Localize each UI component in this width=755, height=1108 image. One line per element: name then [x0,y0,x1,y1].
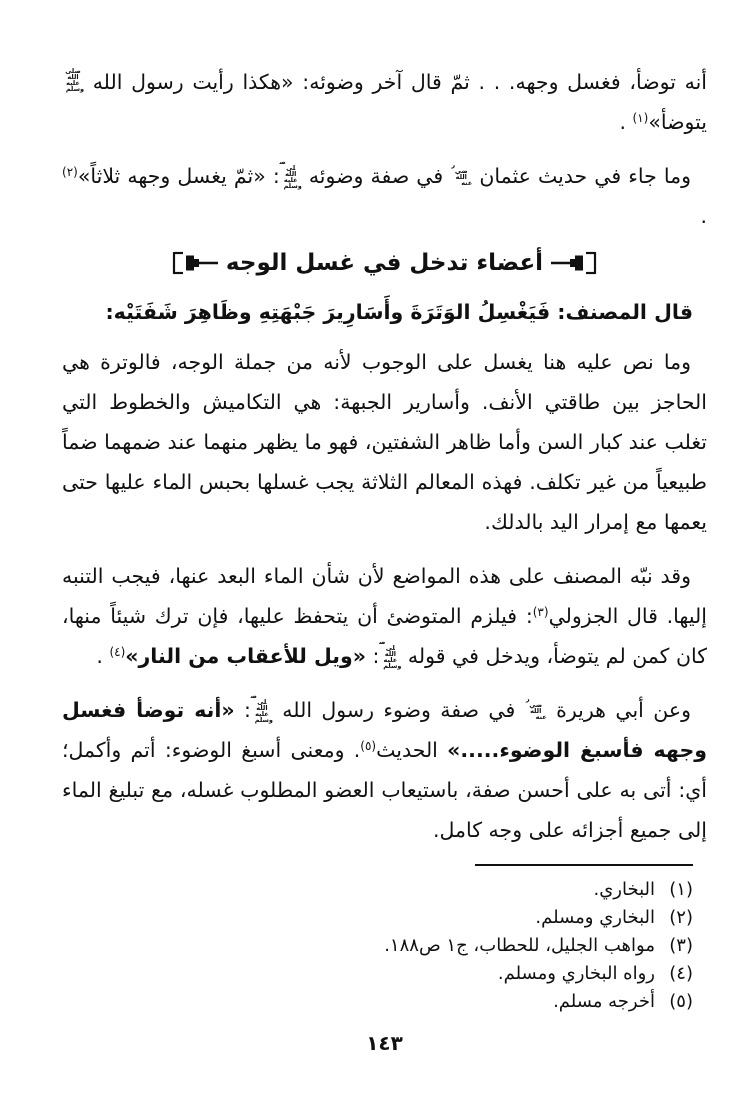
footnote-reference: (٥) [360,739,377,753]
bold-text-segment: قال المصنف: فَيَغْسِلُ الوَتَرَةَ وأَسَارِيرَ جَبْهَتِهِ وظَاهِرَ شَفَتَيْه: [105,300,693,324]
honorific-ligature: صلى الله عليه وسلم [65,67,84,93]
footnote-reference: (١) [632,111,649,125]
text-segment: في صفة وضوء رسول الله [272,698,525,722]
text-segment: الحديث [376,738,448,762]
footnote-number: (١) [669,879,693,900]
footnote-number: (٢) [669,907,693,928]
honorific-ligature: صلى الله عليه وسلم [250,692,273,724]
page-number: ١٤٣ [366,1031,403,1055]
text-segment: وقد نبّه المصنف على هذه المواضع لأن شأن الماء البعد عنها، فيجب التنبه إليها. قال الجزولي [62,564,707,628]
footnote-row [62,904,693,931]
honorific-ligature: صلى الله عليه وسلم [279,158,302,190]
footnote-row [62,960,693,987]
text-segment: وعن أبي هريرة [546,698,691,722]
text-segment: يتوضأ» [648,110,707,134]
text-segment: . [96,644,110,668]
paragraph-uthman-hadith [62,156,707,236]
honorific-ligature: صلى الله عليه وسلم [379,638,402,670]
text-segment: : فيلزم المتوضئ أن يتحفظ عليها، فإن ترك شيئاً منها، كان كمن لم يتوضأ، ويدخل في قوله [62,604,707,668]
footnote-text: البخاري ومسلم. [535,907,655,928]
footnote-reference: (٣) [532,605,549,619]
footnote-number: (٥) [669,991,693,1012]
honorific-ligature: رضي الله عنه [451,161,473,187]
footnote-row [62,876,693,903]
paragraph-hadith-continuation [62,62,707,142]
text-segment: . ومعنى أسبغ الوضوء: أتم وأكمل؛ أي: أتى به على أحسن صفة، باستيعاب العضو المطلوب غسله، مع تبليغ الماء إلى جميع أجزائه على وجه كامل. [62,738,707,842]
text-segment: في صفة وضوئه [301,164,451,188]
text-segment: : [234,698,251,722]
text-segment: أنه توضأ، فغسل وجهه. . . ثمّ قال آخر وضوئه: «هكذا رأيت رسول الله [84,70,707,94]
footnote-number: (٤) [669,963,693,984]
footnote-row [62,988,693,1015]
footnote-text: مواهب الجليل، للحطاب، ج١ ص١٨٨. [384,935,655,956]
footnote-number: (٣) [669,935,693,956]
footnote-text: البخاري. [593,879,655,900]
paragraph-commentary-jazuli [62,556,707,676]
footnote-text: رواه البخاري ومسلم. [497,963,655,984]
footnote-divider [475,864,693,866]
footnote-reference: (٤) [109,645,126,659]
footnote-reference: (٢) [62,165,78,179]
footnote-row [62,932,693,959]
footnote-text: أخرجه مسلم. [553,991,655,1012]
heading-ornament-right-icon [551,250,605,276]
section-heading-title: أعضاء تدخل في غسل الوجه [225,250,544,276]
paragraph-musannif-quote [62,292,707,332]
bold-text-segment: «أنه توضأ فغسل وجهه فأسبغ الوضوء.....» [62,698,707,762]
paragraph-abu-hurayra-hadith [62,690,707,850]
text-segment: . [700,204,707,228]
text-segment: وما نص عليه هنا يغسل على الوجوب لأنه من جملة الوجه، فالوترة هي الحاجز بين طاقتي الأنف. وأسارير الجبهة: هي التكاميش والخطوط التي تغلب عند كبار السن وأما ظاهر الشفتين، فهو ما يظهر منهما عند ضمهما ضماً طبيعياً من غير تكلف. فهذه المعالم الثلاثة يجب غسلها بحبس الماء عليها حتى يعمها مع إمرار اليد بالدلك. [62,350,707,534]
heading-ornament-left-icon [164,250,218,276]
text-segment: . [619,110,633,134]
section-heading-banner [62,250,707,276]
footnote-section [62,876,693,1015]
honorific-ligature: رضي الله عنه [525,695,547,721]
bold-text-segment: «ويل للأعقاب من النار» [125,644,366,668]
text-segment: : [365,644,380,668]
text-segment: : «ثمّ يغسل وجهه ثلاثاً» [77,164,280,188]
paragraph-commentary-watara [62,342,707,542]
text-segment: وما جاء في حديث عثمان [472,164,691,188]
